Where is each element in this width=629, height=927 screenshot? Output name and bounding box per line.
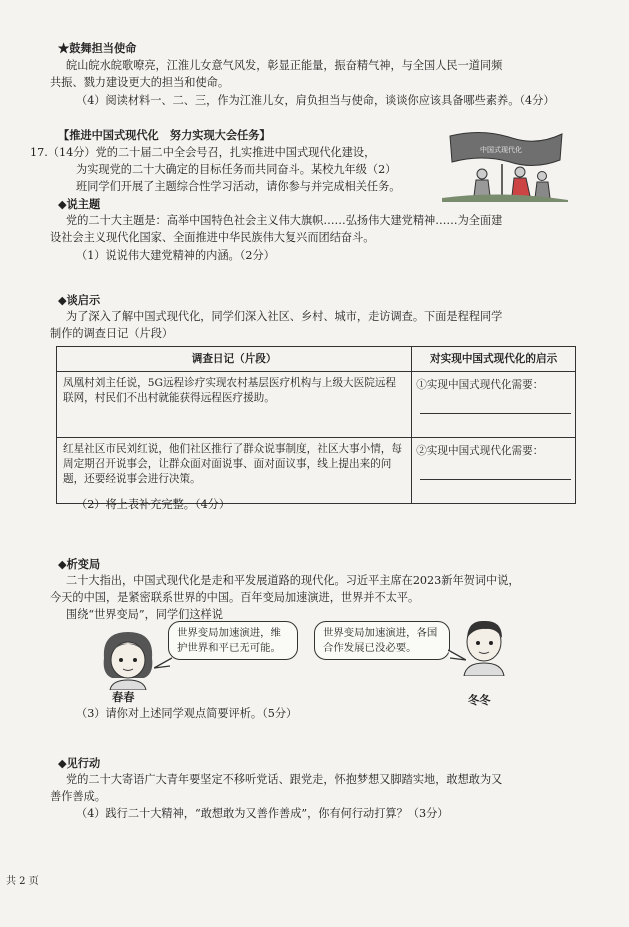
theme-text-line-2: 设社会主义现代化国家、全面推进中华民族伟大复兴而团结奋斗。: [50, 231, 375, 244]
flag-sign-text: 中国式现代化: [480, 146, 522, 154]
q17-intro-line-1: 17.（14分）党的二十届二中全会号召，扎实推进中国式现代化建设，: [30, 146, 376, 159]
insight-text-line-2: 制作的调查日记（片段）: [50, 327, 174, 340]
theme-text-line-1: 党的二十大主题是：高举中国特色社会主义伟大旗帜……弘扬伟大建党精神……为全面建: [66, 214, 503, 227]
mission-text-line-2: 共振、戮力建设更大的担当和使命。: [50, 76, 230, 89]
diary-entry: 凤凰村刘主任说，5G远程诊疗实现农村基层医疗机构与上级大医院远程联网，村民们不出村就能获得远程医疗援助。: [57, 372, 412, 438]
insight-text-line-1: 为了深入了解中国式现代化，同学们深入社区、乡村、城市，走访调查。下面是程程同学: [66, 310, 503, 323]
mission-text-line-1: 皖山皖水皖歌嘹亮，江淮儿女意气风发，彰显正能量，振奋精气神，与全国人民一道同频: [66, 59, 503, 72]
topic-banner: 【推进中国式现代化 努力实现大会任务】: [58, 128, 271, 142]
insight-hint: ②实现中国式现代化需要：: [416, 445, 544, 457]
question-3-prompt: （3）请你对上述同学观点简要评析。（5分）: [76, 707, 298, 720]
change-text-line-3: 围绕“世界变局”，同学们这样说: [66, 608, 223, 621]
section-heading-action: ◆见行动: [58, 756, 101, 770]
page-footer: 共 2 页: [6, 876, 39, 887]
section-heading-theme: ◆说主题: [58, 197, 101, 211]
question-4b-prompt: （4）践行二十大精神，“敢想敢为又善作善成”，你有何行动打算？（3分）: [76, 807, 449, 820]
bubble-tail-left: [154, 656, 172, 670]
speech-bubble-right: 世界变局加速演进，各国合作发展已没必要。: [314, 621, 450, 660]
speaker-name-right: 冬冬: [468, 693, 491, 707]
column-header-diary: 调查日记（片段）: [57, 347, 412, 372]
table-row: [57, 438, 576, 504]
change-text-line-1: 二十大指出，中国式现代化是走和平发展道路的现代化。习近平主席在2023新年贺词中说，: [66, 574, 520, 587]
speech-bubble-left: 世界变局加速演进，维护世界和平已无可能。: [168, 621, 298, 660]
column-header-insight: 对实现中国式现代化的启示: [412, 347, 576, 372]
speaker-name-left: 春春: [112, 690, 135, 704]
q17-intro-line-2: 为实现党的二十大确定的目标任务而共同奋斗。某校九年级（2）: [76, 163, 397, 176]
insight-hint: ①实现中国式现代化需要：: [416, 379, 544, 391]
q17-intro-line-3: 班同学们开展了主题综合性学习活动，请你参与并完成相关任务。: [76, 180, 401, 193]
answer-blank[interactable]: [420, 399, 571, 414]
change-text-line-2: 今天的中国，是紧密联系世界的中国。百年变局加速演进，世界并不太平。: [50, 591, 420, 604]
question-2-prompt: （2）将上表补充完整。（4分）: [76, 498, 231, 511]
action-text-line-1: 党的二十大寄语广大青年要坚定不移听党话、跟党走，怀抱梦想又脚踏实地，敢想敢为又: [66, 773, 503, 786]
question-1-prompt: （1）说说伟大建党精神的内涵。（2分）: [76, 249, 275, 262]
table-row: [57, 372, 576, 438]
action-text-line-2: 善作善成。: [50, 790, 106, 803]
answer-blank[interactable]: [420, 465, 571, 480]
flag-waving-illustration: [442, 130, 568, 202]
survey-diary-table: [56, 346, 576, 504]
question-4-prompt: （4）阅读材料一、二、三，作为江淮儿女，肩负担当与使命，谈谈你应该具备哪些素养。（4分）: [76, 94, 555, 107]
section-heading-change: ◆析变局: [58, 557, 101, 571]
table-header-row: [57, 347, 576, 372]
boy-dongdong-illustration: [456, 616, 514, 676]
diary-entry: 红星社区市民刘红说，他们社区推行了群众说事制度，社区大事小情，每周定期召开说事会，让群众面对面说事、面对面议事，线上提出来的问题，还要经说事会进行决策。: [57, 438, 412, 504]
section-heading-mission: ★鼓舞担当使命: [58, 41, 137, 55]
section-heading-insight: ◆谈启示: [58, 293, 101, 307]
girl-chunchun-illustration: [96, 628, 160, 690]
